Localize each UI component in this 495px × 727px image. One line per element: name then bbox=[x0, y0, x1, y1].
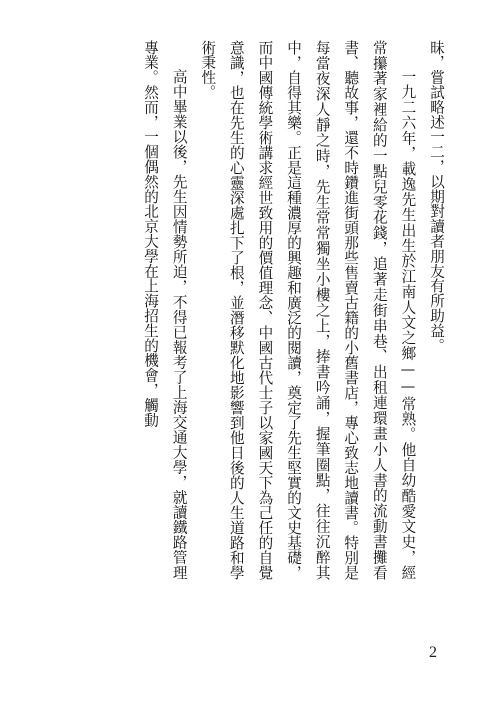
paragraph-3: 高中畢業以後，先生因情勢所迫，不得已報考了上海交通大學，就讀鐵路管理專業。然而，一個偶然的北京大學在上海招生的機會，觸動 bbox=[142, 40, 188, 580]
vertical-text-body bbox=[135, 40, 450, 580]
paragraph-1: 昧，嘗試略述一二，以期對讀者朋友有所助益。 bbox=[428, 40, 445, 353]
paragraph-2: 一九二六年，載逸先生出生於江南人文之鄉——常熟。他自幼酷愛文史，經常攥著家裡給的一點兒零花錢，追著走街串巷、出租連環畫小人書的流動書攤看書、聽故事，還不時鑽進街頭那些售賣古籍的小舊書店，專心致志地讀書。特別是每當夜深人靜之時，先生常常獨坐小樓之上，捧書吟誦，握筆圈點，往往沉醉其中，自得其樂。正是這種濃厚的興趣和廣泛的閱讀，奠定了先生堅實的文史基礎，而中國傳統學術講求經世致用的價值理念、中國古代士子以家國天下為己任的自覺意識，也在先生的心靈深處扎下了根，並潛移默化地影響到他日後的人生道路和學術秉性。 bbox=[199, 40, 417, 580]
page-number: 2 bbox=[429, 644, 437, 661]
